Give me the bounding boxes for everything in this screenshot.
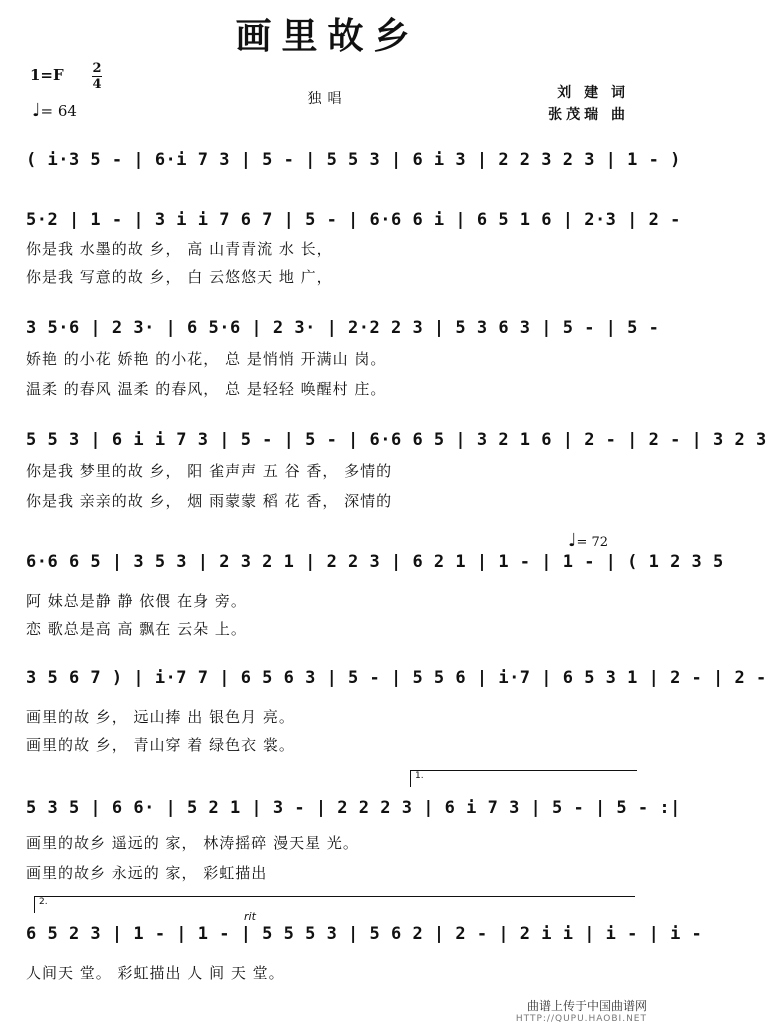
lyric-line: 画里的故 乡， 远山捧 出 银色月 亮。 — [26, 708, 295, 726]
lyric-line: 画里的故乡 遥远的 家， 林涛摇碎 漫天星 光。 — [26, 834, 359, 852]
time-signature-top: 2 — [92, 61, 102, 76]
notation-line: ( i·3 5 - | 6·i 7 3 | 5 - | 5 5 3 | 6 i 3 | 2 2 3 2 3 | 1 - ) — [26, 150, 681, 170]
lyric-line: 你是我 亲亲的故 乡， 烟 雨蒙蒙 稻 花 香， 深情的 — [26, 492, 393, 510]
tempo-change-value: = 72 — [576, 535, 609, 550]
lyric-line: 你是我 水墨的故 乡， 高 山青青流 水 长， — [26, 240, 333, 258]
composer-credit: 张茂瑞 曲 — [548, 107, 629, 123]
notation-line: 3 5 6 7 ) | i·7 7 | 6 5 6 3 | 5 - | 5 5 6 | i·7 | 6 5 3 1 | 2 - | 2 - — [26, 668, 767, 688]
lyric-line: 人间天 堂。 彩虹描出 人 间 天 堂。 — [26, 964, 285, 982]
lyric-line: 你是我 梦里的故 乡， 阳 雀声声 五 谷 香， 多情的 — [26, 462, 393, 480]
notation-line: 5 3 5 | 6 6· | 5 2 1 | 3 - | 2 2 2 3 | 6 i 7 3 | 5 - | 5 - :| — [26, 798, 681, 818]
lyric-line: 阿 妹总是静 静 依偎 在身 旁。 — [26, 592, 247, 610]
time-signature — [92, 62, 102, 91]
lyric-line: 娇艳 的小花 娇艳 的小花， 总 是悄悄 开满山 岗。 — [26, 350, 387, 368]
tempo-change — [568, 530, 608, 551]
second-ending-bracket: 2. — [34, 896, 635, 913]
quarter-note-icon: ♩ — [32, 100, 41, 121]
footer-url: HTTP://QUPU.HAOBI.NET — [515, 1014, 647, 1024]
time-signature-bottom: 4 — [92, 77, 102, 92]
notation-line: 6 5 2 3 | 1 - | 1 - | 5 5 5 3 | 5 6 2 | 2 - | 2 i i | i - | i - — [26, 924, 703, 944]
lyric-line: 你是我 写意的故 乡， 白 云悠悠天 地 广， — [26, 268, 333, 286]
footer-source: 曲谱上传于中国曲谱网 — [526, 999, 647, 1013]
notation-line: 5 5 3 | 6 i i 7 3 | 5 - | 5 - | 6·6 6 5 | 3 2 1 6 | 2 - | 2 - | 3 2 3 — [26, 430, 767, 450]
lyric-line: 画里的故乡 永远的 家， 彩虹描出 — [26, 864, 268, 882]
lyricist-credit: 刘 建 词 — [557, 85, 629, 101]
notation-line: 6·6 6 5 | 3 5 3 | 2 3 2 1 | 2 2 3 | 6 2 1 | 1 - | 1 - | ( 1 2 3 5 — [26, 552, 724, 572]
notation-line: 3 5·6 | 2 3· | 6 5·6 | 2 3· | 2·2 2 3 | 5 3 6 3 | 5 - | 5 - — [26, 318, 660, 338]
quarter-note-icon: ♩ — [568, 530, 577, 551]
song-title: 画里故乡 — [235, 16, 420, 57]
lyric-line: 恋 歌总是高 高 飘在 云朵 上。 — [26, 620, 247, 638]
ritardando-marking: rit — [244, 910, 256, 923]
performance-style: 独唱 — [307, 91, 348, 107]
key-signature: 1=F — [30, 66, 64, 84]
first-ending-bracket: 1. — [410, 770, 637, 787]
lyric-line: 画里的故 乡， 青山穿 着 绿色衣 裳。 — [26, 736, 295, 754]
lyric-line: 温柔 的春风 温柔 的春风， 总 是轻轻 唤醒村 庄。 — [26, 380, 387, 398]
notation-line: 5·2 | 1 - | 3 i i 7 6 7 | 5 - | 6·6 6 i | 6 5 1 6 | 2·3 | 2 - — [26, 210, 681, 230]
tempo-value: = 64 — [40, 102, 77, 120]
